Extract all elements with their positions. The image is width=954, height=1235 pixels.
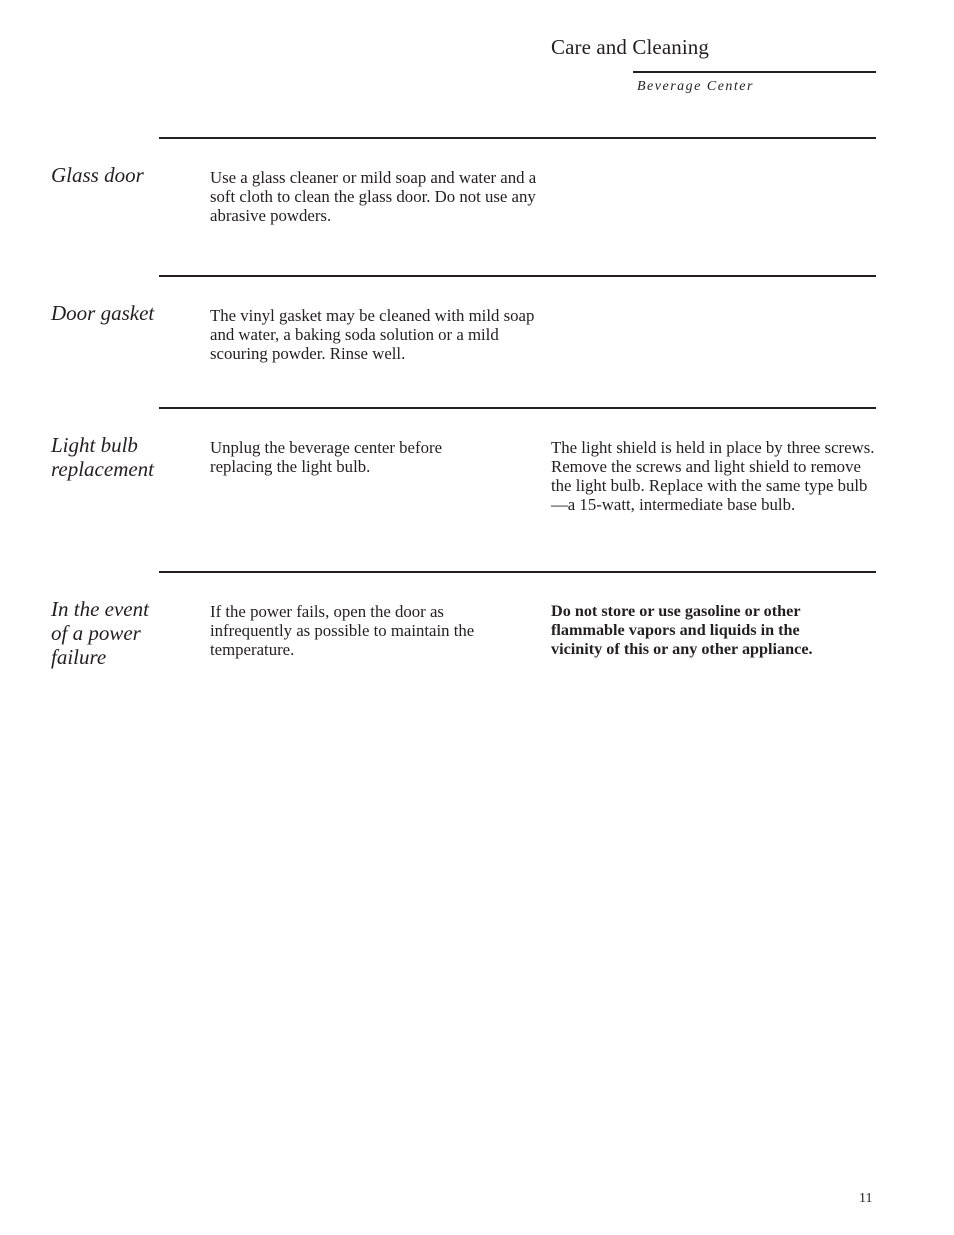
light-bulb-text-right: The light shield is held in place by three screws. Remove the screws and light shield to remove the light bulb. Replace with the same type bulb—a 15-watt, intermediate base bulb. bbox=[551, 438, 875, 514]
section-heading-glass-door: Glass door bbox=[51, 163, 144, 187]
door-gasket-text: The vinyl gasket may be cleaned with mild soap and water, a baking soda solution or a mild scouring powder. Rinse well. bbox=[210, 306, 535, 363]
safety-warning-text: Do not store or use gasoline or other flammable vapors and liquids in the vicinity of this or any other appliance. bbox=[551, 602, 813, 658]
section-divider bbox=[159, 571, 876, 573]
header-divider bbox=[633, 71, 876, 73]
section-divider bbox=[159, 275, 876, 277]
section-heading-door-gasket: Door gasket bbox=[51, 301, 155, 325]
page-subtitle: Beverage Center bbox=[637, 79, 754, 94]
section-heading-light-bulb: Light bulb replacement bbox=[51, 433, 155, 481]
page-number: 11 bbox=[859, 1191, 873, 1206]
section-divider bbox=[159, 137, 876, 139]
section-heading-power-failure: In the event of a power failure bbox=[51, 597, 149, 669]
page-title: Care and Cleaning bbox=[551, 35, 709, 59]
light-bulb-text-left: Unplug the beverage center before replacing the light bulb. bbox=[210, 438, 443, 476]
section-divider bbox=[159, 407, 876, 409]
glass-door-text: Use a glass cleaner or mild soap and water and a soft cloth to clean the glass door. Do not use any abrasive powders. bbox=[210, 168, 537, 225]
power-failure-text-left: If the power fails, open the door as infrequently as possible to maintain the temperature. bbox=[210, 602, 475, 659]
